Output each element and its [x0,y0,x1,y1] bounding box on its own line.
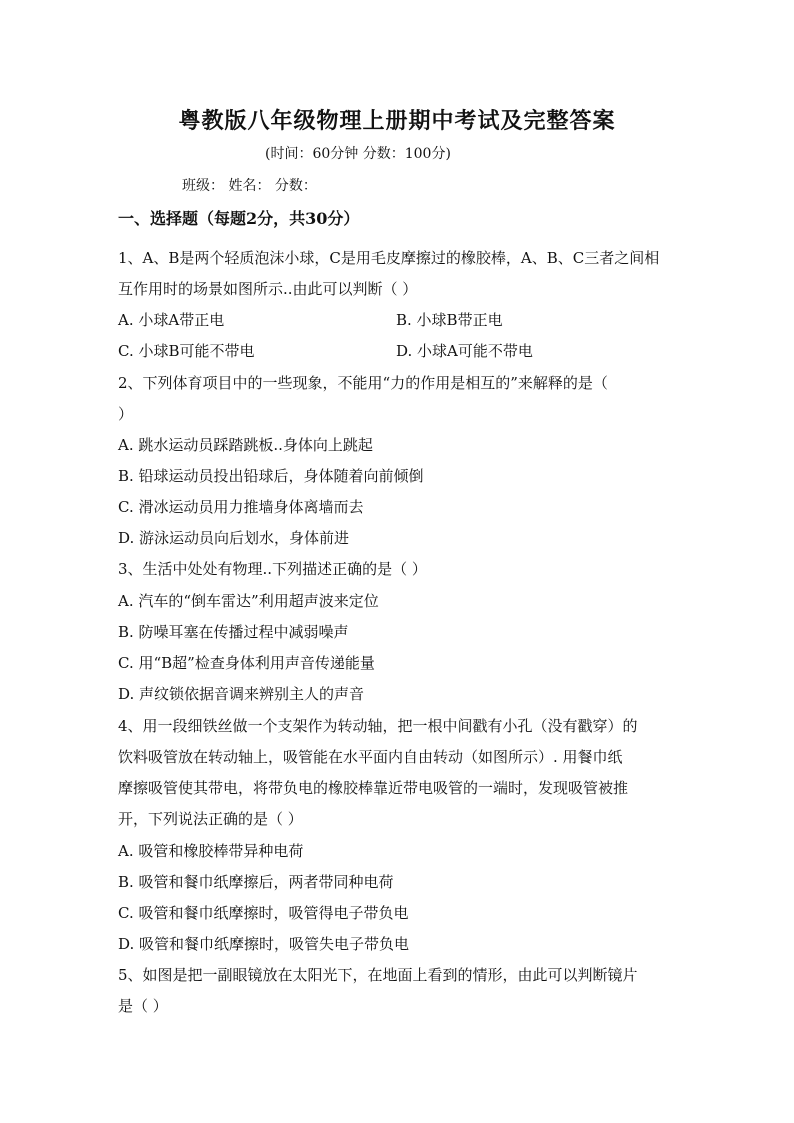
question-1-option-c: C. 小球B可能不带电 [118,342,255,360]
question-4-stem: 开，下列说法正确的是（ ） [118,810,303,828]
question-4-option-b: B. 吸管和餐巾纸摩擦后，两者带同种电荷 [118,873,394,891]
question-2-option-c: C. 滑冰运动员用力推墙身体离墙而去 [118,498,364,516]
question-2-stem: 2、下列体育项目中的一些现象，不能用“力的作用是相互的”来解释的是（ [118,374,608,392]
question-2-stem: ） [118,405,134,423]
question-2-option-a: A. 跳水运动员踩踏跳板..身体向上跳起 [118,436,373,454]
question-5-stem: 是（ ） [118,997,168,1015]
question-4-stem: 饮料吸管放在转动轴上，吸管能在水平面内自由转动（如图所示）. 用餐巾纸 [118,748,623,766]
question-4-stem: 4、用一段细铁丝做一个支架作为转动轴，把一根中间戳有小孔（没有戳穿）的 [118,717,638,735]
question-3-option-d: D. 声纹锁依据音调来辨别主人的声音 [118,685,365,703]
question-3-option-a: A. 汽车的“倒车雷达”利用超声波来定位 [118,592,379,610]
question-1-stem: 1、A、B是两个轻质泡沫小球，C是用毛皮摩擦过的橡胶棒，A、B、C三者之间相 [118,249,660,267]
question-4-option-c: C. 吸管和餐巾纸摩擦时，吸管得电子带负电 [118,904,409,922]
question-4-option-a: A. 吸管和橡胶棒带异种电荷 [118,842,304,860]
question-1-option-a: A. 小球A带正电 [118,311,225,329]
question-2-option-d: D. 游泳运动员向后划水，身体前进 [118,529,350,547]
question-2-option-b: B. 铅球运动员投出铅球后，身体随着向前倾倒 [118,467,424,485]
question-4-option-d: D. 吸管和餐巾纸摩擦时，吸管失电子带负电 [118,935,410,953]
question-3-option-b: B. 防噪耳塞在传播过程中减弱噪声 [118,623,349,641]
question-1-stem: 互作用时的场景如图所示..由此可以判断（ ） [118,280,418,298]
exam-info: (时间：60分钟 分数：100分) [265,146,451,162]
section-heading: 一、选择题（每题2分，共30分） [118,209,360,228]
student-info: 班级： 姓名： 分数： [182,178,317,194]
question-3-stem: 3、生活中处处有物理..下列描述正确的是（ ） [118,560,427,578]
question-3-option-c: C. 用“B超”检查身体利用声音传递能量 [118,654,375,672]
page-title: 粤教版八年级物理上册期中考试及完整答案 [178,108,616,134]
question-4-stem: 摩擦吸管使其带电，将带负电的橡胶棒靠近带电吸管的一端时，发现吸管被推 [118,779,629,797]
question-1-option-d: D. 小球A可能不带电 [396,342,533,360]
question-5-stem: 5、如图是把一副眼镜放在太阳光下，在地面上看到的情形，由此可以判断镜片 [118,966,638,984]
question-1-option-b: B. 小球B带正电 [396,311,503,329]
